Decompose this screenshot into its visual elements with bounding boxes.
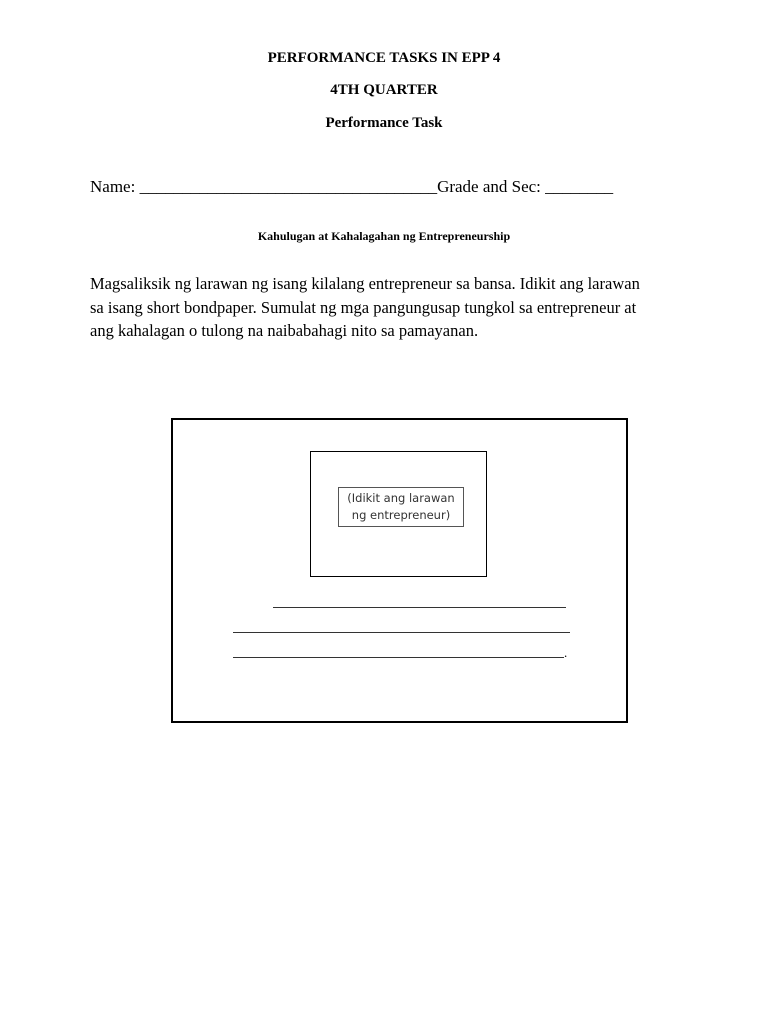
photo-label-line: (Idikit ang larawan bbox=[347, 491, 455, 505]
line-end-period: . bbox=[564, 645, 568, 660]
photo-label-line: ng entrepreneur) bbox=[351, 508, 451, 522]
topic-subtitle: Kahulugan at Kahalagahan ng Entrepreneurship bbox=[257, 229, 511, 243]
photo-placeholder-label bbox=[338, 487, 464, 527]
writing-line bbox=[233, 632, 570, 633]
instructions-line: Magsaliksik ng larawan ng isang kilalang entrepreneur sa bansa. Idikit ang larawan bbox=[90, 274, 640, 293]
writing-line bbox=[233, 657, 564, 658]
document-title: PERFORMANCE TASKS IN EPP 4 bbox=[267, 50, 501, 66]
quarter-heading: 4TH QUARTER bbox=[330, 82, 438, 98]
writing-line bbox=[273, 607, 566, 608]
instructions-line: sa isang short bondpaper. Sumulat ng mga pangungusap tungkol sa entrepreneur at bbox=[90, 297, 637, 317]
name-grade-section-row: Name: ___________________________________Grade and Sec: ________ bbox=[90, 177, 614, 196]
task-heading: Performance Task bbox=[325, 115, 443, 131]
instructions-paragraph bbox=[90, 272, 690, 343]
instructions-line: ang kahalagan o tulong na naibabahagi nito sa pamayanan. bbox=[90, 321, 479, 340]
